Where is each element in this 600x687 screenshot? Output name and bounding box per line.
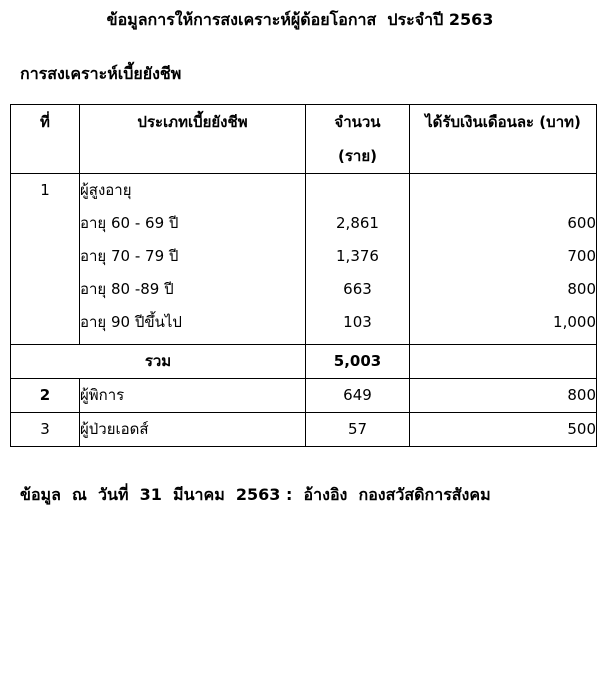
cell-amount — [410, 174, 597, 345]
age-group-count: 663 — [343, 280, 372, 298]
total-label: รวม — [11, 345, 306, 379]
header-no: ที่ — [11, 105, 80, 174]
cell-type — [80, 174, 306, 345]
cell-no: 1 — [11, 174, 80, 345]
header-count-line2: (ราย) — [338, 147, 377, 165]
cell-amount: 800 — [410, 379, 597, 413]
header-count-line1: จำนวน — [334, 113, 381, 131]
table-header-row — [11, 105, 597, 174]
cell-type: ผู้พิการ — [80, 379, 306, 413]
age-group-count: 1,376 — [336, 247, 379, 265]
total-amount-empty — [410, 345, 597, 379]
table-row-elderly — [11, 174, 597, 345]
cell-no: 3 — [11, 413, 80, 447]
document-title: ข้อมูลการให้การสงเคราะห์ผู้ด้อยโอกาส ประจำปี 2563 — [106, 10, 494, 29]
section-heading: การสงเคราะห์เบี้ยยังชีพ — [20, 64, 182, 83]
cell-no: 2 — [11, 379, 80, 413]
table-row-aids — [11, 413, 597, 447]
table-row-disabled — [11, 379, 597, 413]
age-group-label: อายุ 60 - 69 ปี — [80, 214, 179, 232]
age-group-label: อายุ 80 -89 ปี — [80, 280, 174, 298]
age-group-label: อายุ 90 ปีขึ้นไป — [80, 313, 182, 331]
table-row-total — [11, 345, 597, 379]
total-count: 5,003 — [306, 345, 410, 379]
header-monthly: ได้รับเงินเดือนละ (บาท) — [410, 105, 597, 174]
age-group-count: 2,861 — [336, 214, 379, 232]
age-group-amount: 600 — [567, 214, 596, 232]
age-group-label: อายุ 70 - 79 ปี — [80, 247, 179, 265]
benefit-table — [10, 104, 597, 447]
age-group-count: 103 — [343, 313, 372, 331]
age-group-amount: 800 — [567, 280, 596, 298]
cell-amount: 500 — [410, 413, 597, 447]
data-source-note: ข้อมูล ณ วันที่ 31 มีนาคม 2563 : อ้างอิง กองสวัสดิการสังคม — [20, 485, 491, 504]
age-group-amount: 1,000 — [553, 313, 596, 331]
cell-count — [306, 174, 410, 345]
age-group-amount: 700 — [567, 247, 596, 265]
header-count — [306, 105, 410, 174]
cell-type: ผู้ป่วยเอดส์ — [80, 413, 306, 447]
cell-count: 649 — [306, 379, 410, 413]
cell-count: 57 — [306, 413, 410, 447]
elderly-label: ผู้สูงอายุ — [80, 181, 132, 199]
header-type: ประเภทเบี้ยยังชีพ — [80, 105, 306, 174]
